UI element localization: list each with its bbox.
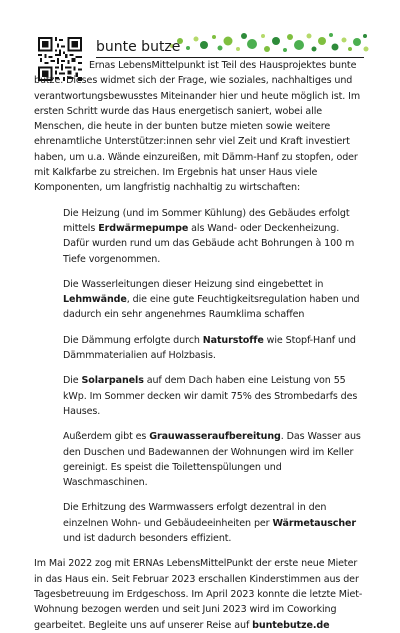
item-heat-exchanger: [63, 500, 368, 546]
item-solar: [63, 373, 368, 419]
item-keyword: Grauwasseraufbereitung: [149, 431, 281, 443]
item-text: Außerdem gibt es: [63, 431, 150, 443]
item-text: Die Dämmung erfolgte durch: [63, 334, 203, 346]
closing-text: Im Mai 2022 zog mit ERNAs LebensMittelPunkt der erste neue Mieter in das Haus ein. Seit Februar 2023 erschallen Kinderstimmen aus der Tagesbetreuung im Erdgeschoss. Im April 2023 konnte die letzte Miet-Wohnung bezogen werden und seit Juni 2023 wird im Coworking gearbeitet. Begleite uns auf unserer Reise auf: [34, 558, 363, 631]
item-text: , die eine gute Feuchtigkeitsregulation haben und dadurch ein sehr angenehmes Raumklima schaffen: [63, 294, 360, 321]
item-text: Die Heizung (und im Sommer Kühlung) des Gebäudes erfolgt mittels: [63, 207, 350, 234]
item-keyword: Wärmetauscher: [272, 517, 357, 529]
intro-paragraph: Ernas LebensMittelpunkt ist Teil des Hausprojektes bunte butze. Dieses widmet sich der Frage, wie soziales, nachhaltiges und verantwortungsbewusstes Miteinander hier und heute möglich ist. Im ersten Schritt wurde das Haus energetisch saniert, wobei alle Menschen, die heute in der bunten butze mieten sowie weitere ehrenamtliche Unterstützer:innen sehr viel Zeit und Kraft investiert haben, um u.a. Wände einzureißen, mit Dämm-Hanf zu stopfen, oder mit Kalkfarbe zu streichen. Im Ergebnis hat unser Haus viele Komponenten, um langfristig nachhaltig zu wirtschaften:: [34, 60, 361, 194]
website-link[interactable]: buntebutze.de: [252, 619, 330, 631]
item-text: auf dem Dach haben eine Leistung von 55 kWp. Im Sommer decken wir damit 75% des Strombedarfs des Hauses.: [63, 375, 358, 417]
page-title: bunte butze: [96, 39, 181, 55]
item-text: Die Erhitzung des Warmwassers erfolgt dezentral in den einzelnen Wohn- und Gebäudeeinheiten per: [63, 502, 327, 529]
item-text: . Das Wasser aus den Duschen und Badewannen der Wohnungen wird im Keller gereinigt. Es speist die Toilettenspülungen und Waschmaschinen.: [63, 431, 361, 489]
item-keyword: Lehmwände: [63, 294, 127, 306]
item-text: wie Stopf-Hanf und Dämmmaterialien auf Holzbasis.: [63, 334, 356, 362]
document-body: [34, 58, 368, 633]
item-keyword: Erdwärmepumpe: [98, 222, 189, 234]
item-text: und ist dadurch besonders effizient.: [63, 533, 232, 545]
item-clay-walls: [63, 277, 368, 323]
item-keyword: Naturstoffe: [202, 334, 264, 346]
item-text: Die Wasserleitungen dieser Heizung sind eingebettet in: [63, 278, 324, 290]
item-text: Die: [63, 375, 82, 387]
item-heating: [63, 206, 368, 267]
colored-dots-decoration: [168, 30, 370, 56]
item-text: als Wand- oder Deckenheizung. Dafür wurden rund um das Gebäude acht Bohrungen à 100 m Tiefe vorgenommen.: [63, 222, 355, 265]
item-greywater: [63, 429, 368, 490]
item-insulation: [63, 333, 368, 364]
item-keyword: Solarpanels: [81, 375, 144, 387]
